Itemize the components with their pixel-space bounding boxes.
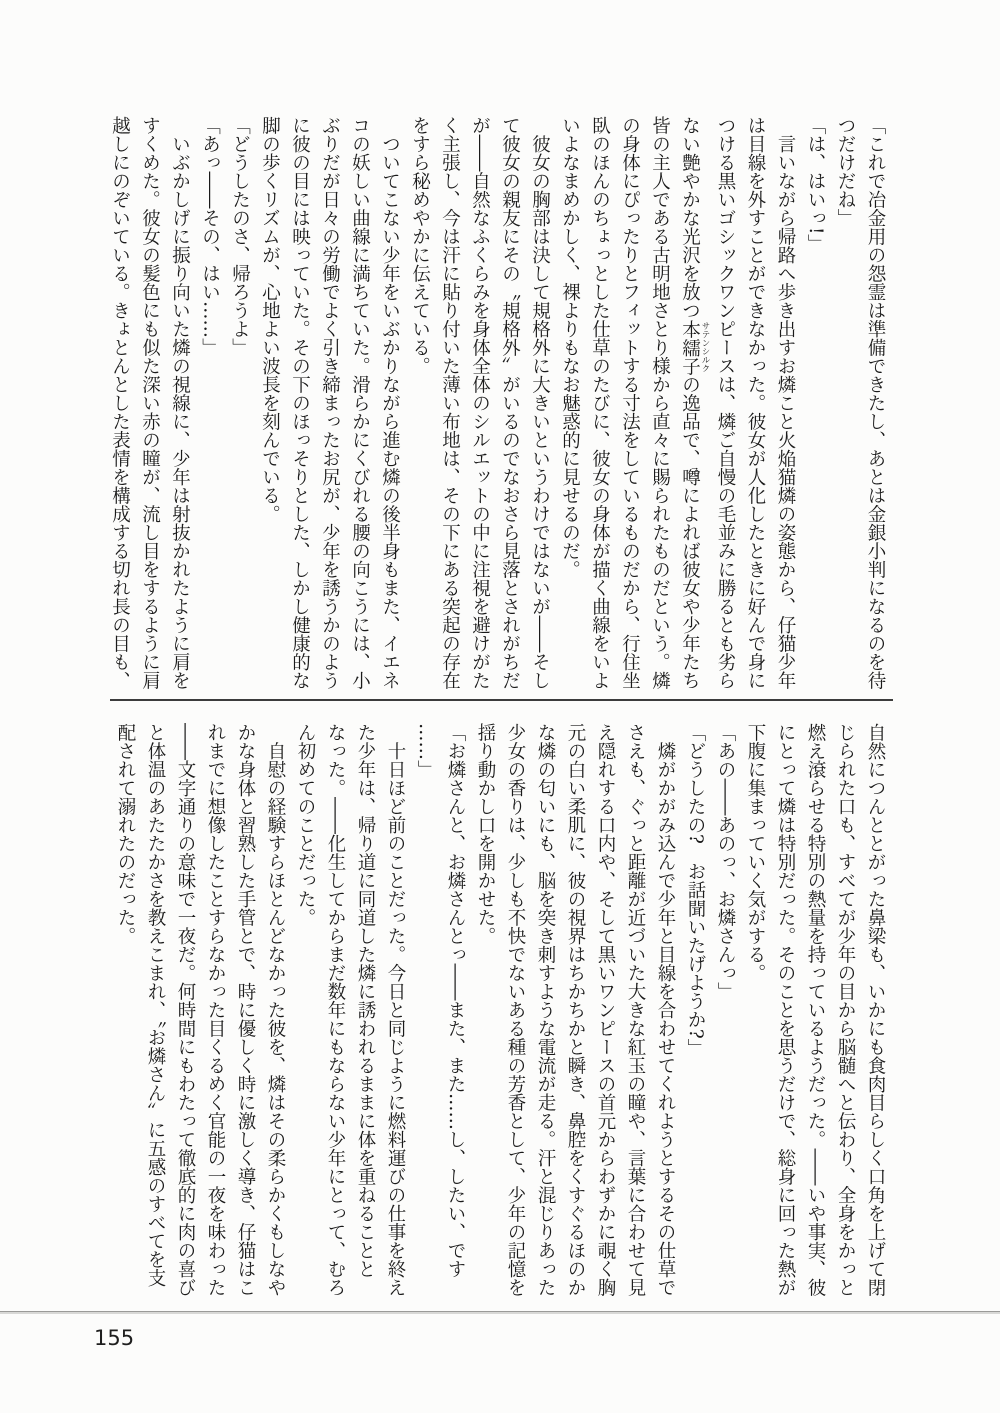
text-line: 「は、はいっ!」 [805,116,826,253]
text-line: 自然につんととがった鼻梁も、いかにも食肉目らしく口角を上げて閉 [865,723,886,1297]
text-line: をすら秘めやかに伝えている。 [409,116,431,375]
text-line: いよなまめかしく、裸よりもなお魅惑的に見せるのだ。 [559,116,581,579]
text-line: く主張し、今は汗に貼り付いた薄い布地は、その下にある突起の存在 [439,116,461,690]
text-line: 「あっ――その、はい……」 [199,116,221,357]
text-line: つける黒いゴシックワンピースは、燐ご自慢の毛並みに勝るとも劣ら [715,116,736,690]
text-line: に彼の目には映っていた。その下のほっそりとした、しかし健康的な [289,116,311,690]
text-line: え隠れする口内や、そして黒いワンピースの首元からわずかに覗く胸 [595,723,616,1297]
text-line: ない艶やかな光沢を放つ本繻子 サテンシルクの逸品で、噂によれば彼女や少年たち [679,116,710,690]
text-line: 皆の主人である古明地さとり様から直々に賜られたものだという。燐 [649,116,671,690]
text-line: つだけだね」 [835,116,856,227]
text-line: 臥のほんのちょっとした仕草のたびに、彼女の身体が描く曲線をいよ [589,116,611,690]
text-line: ん初めてのことだった。 [295,723,316,927]
text-line: た少年は、帰り道に同道した燐に誘われるままに体を重ねることと [355,723,376,1278]
text-line: て彼女の親友にその〝規格外〟がいるのでなおさら見落とされがちだ [499,116,521,690]
text-line: ……」 [415,723,436,779]
text-line: にとって燐は特別だった。そのことを思うだけで、総身に回った熱が [775,723,796,1297]
text-line: ――文字通りの意味で一夜だ。何時間にもわたって徹底的に肉の喜び [175,723,196,1297]
text-line: 燃え滾らせる特別の熱量を持っているようだった。――いや事実、彼 [805,723,826,1297]
ruby-annotated-word: 本繻子 サテンシルク [679,319,710,375]
text-line: なった。――化生してからまだ数年にもならない少年にとって、むろ [325,723,346,1297]
text-line: じられた口も、すべてが少年の目から脳髄へと伝わり、全身をかっと [835,723,856,1297]
text-line: な燐の匂いにも、脳を突き刺すような電流が走る。汗と混じりあった [535,723,556,1297]
text-line: コの妖しい曲線に満ちていた。滑らかにくびれる腰の向こうには、小 [349,116,371,690]
text-line: れまでに想像したことすらなかった目くるめく官能の一夜を味わった [205,723,226,1297]
text-line: 十日ほど前のことだった。今日と同じように燃料運びの仕事を終え [385,723,406,1297]
text-line: 言いながら帰路へ歩き出すお燐こと火焔猫燐の姿態から、仔猫少年 [775,116,796,690]
text-block-bottom [110,723,890,1301]
text-line: 下腹に集まっていく気がする。 [745,723,766,982]
text-block-top [105,116,891,694]
text-line: は目線を外すことができなかった。彼女が人化したときに好んで身に [745,116,766,690]
text-line: と体温のあたたかさを教えこまれ、〝お燐さん〟に五感のすべてを支 [145,723,166,1288]
text-line: 「どうしたの? お話聞いたげようか?」 [685,723,706,1058]
text-line: 脚の歩くリズムが、心地よい波長を刻んでいる。 [259,116,281,523]
text-line: 揺り動かし口を開かせた。 [475,723,496,945]
text-line: かな身体と習熟した手管とで、時に優しく時に激しく導き、仔猫はこ [235,723,256,1297]
text-line: ぶりだが日々の労働でよく引き締まったお尻が、少年を誘うかのよう [319,116,341,690]
text-line: いぶかしげに振り向いた燐の視線に、少年は射抜かれたように肩を [169,116,191,690]
text-line: 「あの――あのっ、お燐さんっ」 [715,723,736,1001]
text-line: の身体にぴったりとフィットする寸法をしているものだから、行住坐 [619,116,641,690]
text-line: 少女の香りは、少しも不快でないある種の芳香として、少年の記憶を [505,723,526,1297]
text-line: さえも、ぐっと距離が近づいた大きな紅玉の瞳や、言葉に合わせて見 [625,723,646,1297]
text-line: ついてこない少年をいぶかりながら進む燐の後半身もまた、イエネ [379,116,401,690]
page-number: 155 [94,1326,135,1350]
text-line: 越しにのぞいている。きょとんとした表情を構成する切れ長の目も、 [109,116,131,690]
text-line: が――自然なふくらみを身体全体のシルエットの中に注視を避けがた [469,116,491,690]
text-line: 自慰の経験すらほとんどなかった彼を、燐はその柔らかくもしなや [265,723,286,1297]
text-line: 元の白い柔肌に、彼の視界はちかちかと瞬き、鼻腔をくすぐるほのか [565,723,586,1297]
text-line: すくめた。彼女の髪色にも似た深い赤の瞳が、流し目をするように肩 [139,116,161,690]
text-line: 「お燐さんと、お燐さんとっ――また、また……し、したい、です [445,723,466,1278]
text-line: 「これで冶金用の怨霊は準備できたし、あとは金銀小判になるのを待 [865,116,886,690]
text-line: 彼女の胸部は決して規格外に大きいというわけではないが――そし [529,116,551,690]
text-line: 「どうしたのさ、帰ろうよ」 [229,116,251,357]
text-line: 燐がかがみ込んで少年と目線を合わせてくれようとするその仕草で [655,723,676,1297]
section-divider [110,699,893,701]
footer-rule [0,1311,1000,1314]
text-line: 配されて溺れたのだった。 [115,723,136,945]
